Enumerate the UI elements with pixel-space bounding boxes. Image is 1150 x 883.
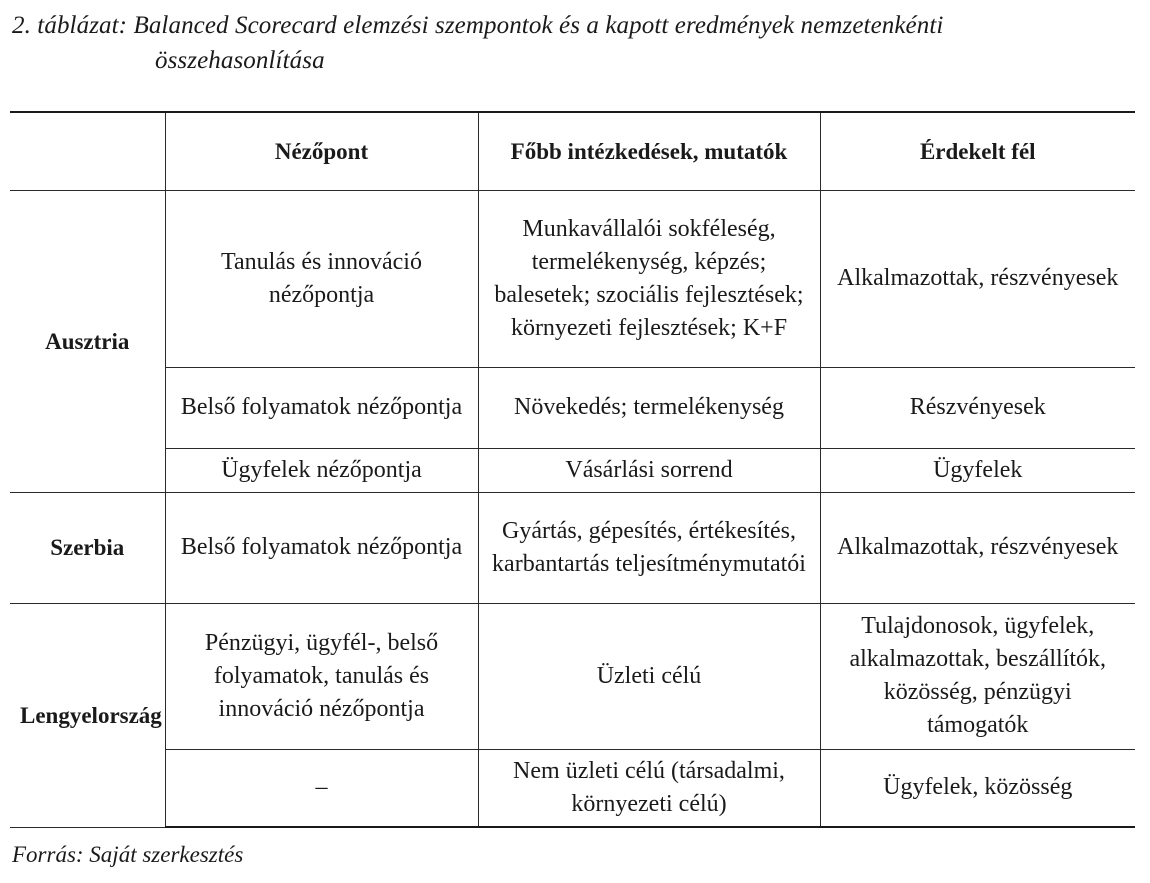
- header-nezopont: Nézőpont: [165, 112, 478, 190]
- cell-intezkedesek: Nem üzleti célú (társadalmi, környezeti célú): [478, 749, 820, 827]
- cell-nezopont: Belső folyamatok nézőpontja: [165, 367, 478, 448]
- cell-nezopont: Pénzügyi, ügyfél-, belső folyamatok, tanulás és innováció nézőpontja: [165, 603, 478, 749]
- cell-erdekelt: Alkalmazottak, részvényesek: [820, 492, 1135, 603]
- source-note: Forrás: Saját szerkesztés: [12, 842, 244, 867]
- cell-nezopont: Ügyfelek nézőpontja: [165, 448, 478, 492]
- cell-intezkedesek: Növekedés; termelékenység: [478, 367, 820, 448]
- table-row: [10, 749, 1135, 827]
- table-row: [10, 448, 1135, 492]
- cell-intezkedesek: Vásárlási sorrend: [478, 448, 820, 492]
- bsc-comparison-table: [10, 111, 1135, 828]
- cell-intezkedesek: Üzleti célú: [478, 603, 820, 749]
- table-row: [10, 190, 1135, 367]
- table-row: [10, 367, 1135, 448]
- cell-erdekelt: Ügyfelek, közösség: [820, 749, 1135, 827]
- country-austria: Ausztria: [10, 190, 165, 492]
- cell-nezopont: Tanulás és innováció nézőpontja: [165, 190, 478, 367]
- cell-erdekelt: Ügyfelek: [820, 448, 1135, 492]
- header-country: [10, 112, 165, 190]
- cell-intezkedesek: Gyártás, gépesítés, értékesítés, karbantartás teljesítménymutatói: [478, 492, 820, 603]
- table-title-line2: összehasonlítása: [155, 47, 325, 74]
- country-serbia: Szerbia: [10, 492, 165, 603]
- table-title-line1: Balanced Scorecard elemzési szempontok és a kapott eredmények nemzetenkénti: [133, 12, 944, 39]
- cell-erdekelt: Alkalmazottak, részvényesek: [820, 190, 1135, 367]
- country-poland: Lengyelország: [10, 603, 165, 827]
- cell-intezkedesek: Munkavállalói sokféleség, termelékenység, képzés; balesetek; szociális fejlesztések; környezeti fejlesztések; K+F: [478, 190, 820, 367]
- table-number: 2. táblázat:: [12, 12, 128, 39]
- table-row: [10, 603, 1135, 749]
- header-erdekelt: Érdekelt fél: [820, 112, 1135, 190]
- cell-nezopont: Belső folyamatok nézőpontja: [165, 492, 478, 603]
- table-caption: [12, 8, 1132, 78]
- table-row: [10, 492, 1135, 603]
- cell-erdekelt: Tulajdonosok, ügyfelek, alkalmazottak, beszállítók, közösség, pénzügyi támogatók: [820, 603, 1135, 749]
- header-intezkedesek: Főbb intézkedések, mutatók: [478, 112, 820, 190]
- cell-nezopont: –: [165, 749, 478, 827]
- cell-erdekelt: Részvényesek: [820, 367, 1135, 448]
- header-row: [10, 112, 1135, 190]
